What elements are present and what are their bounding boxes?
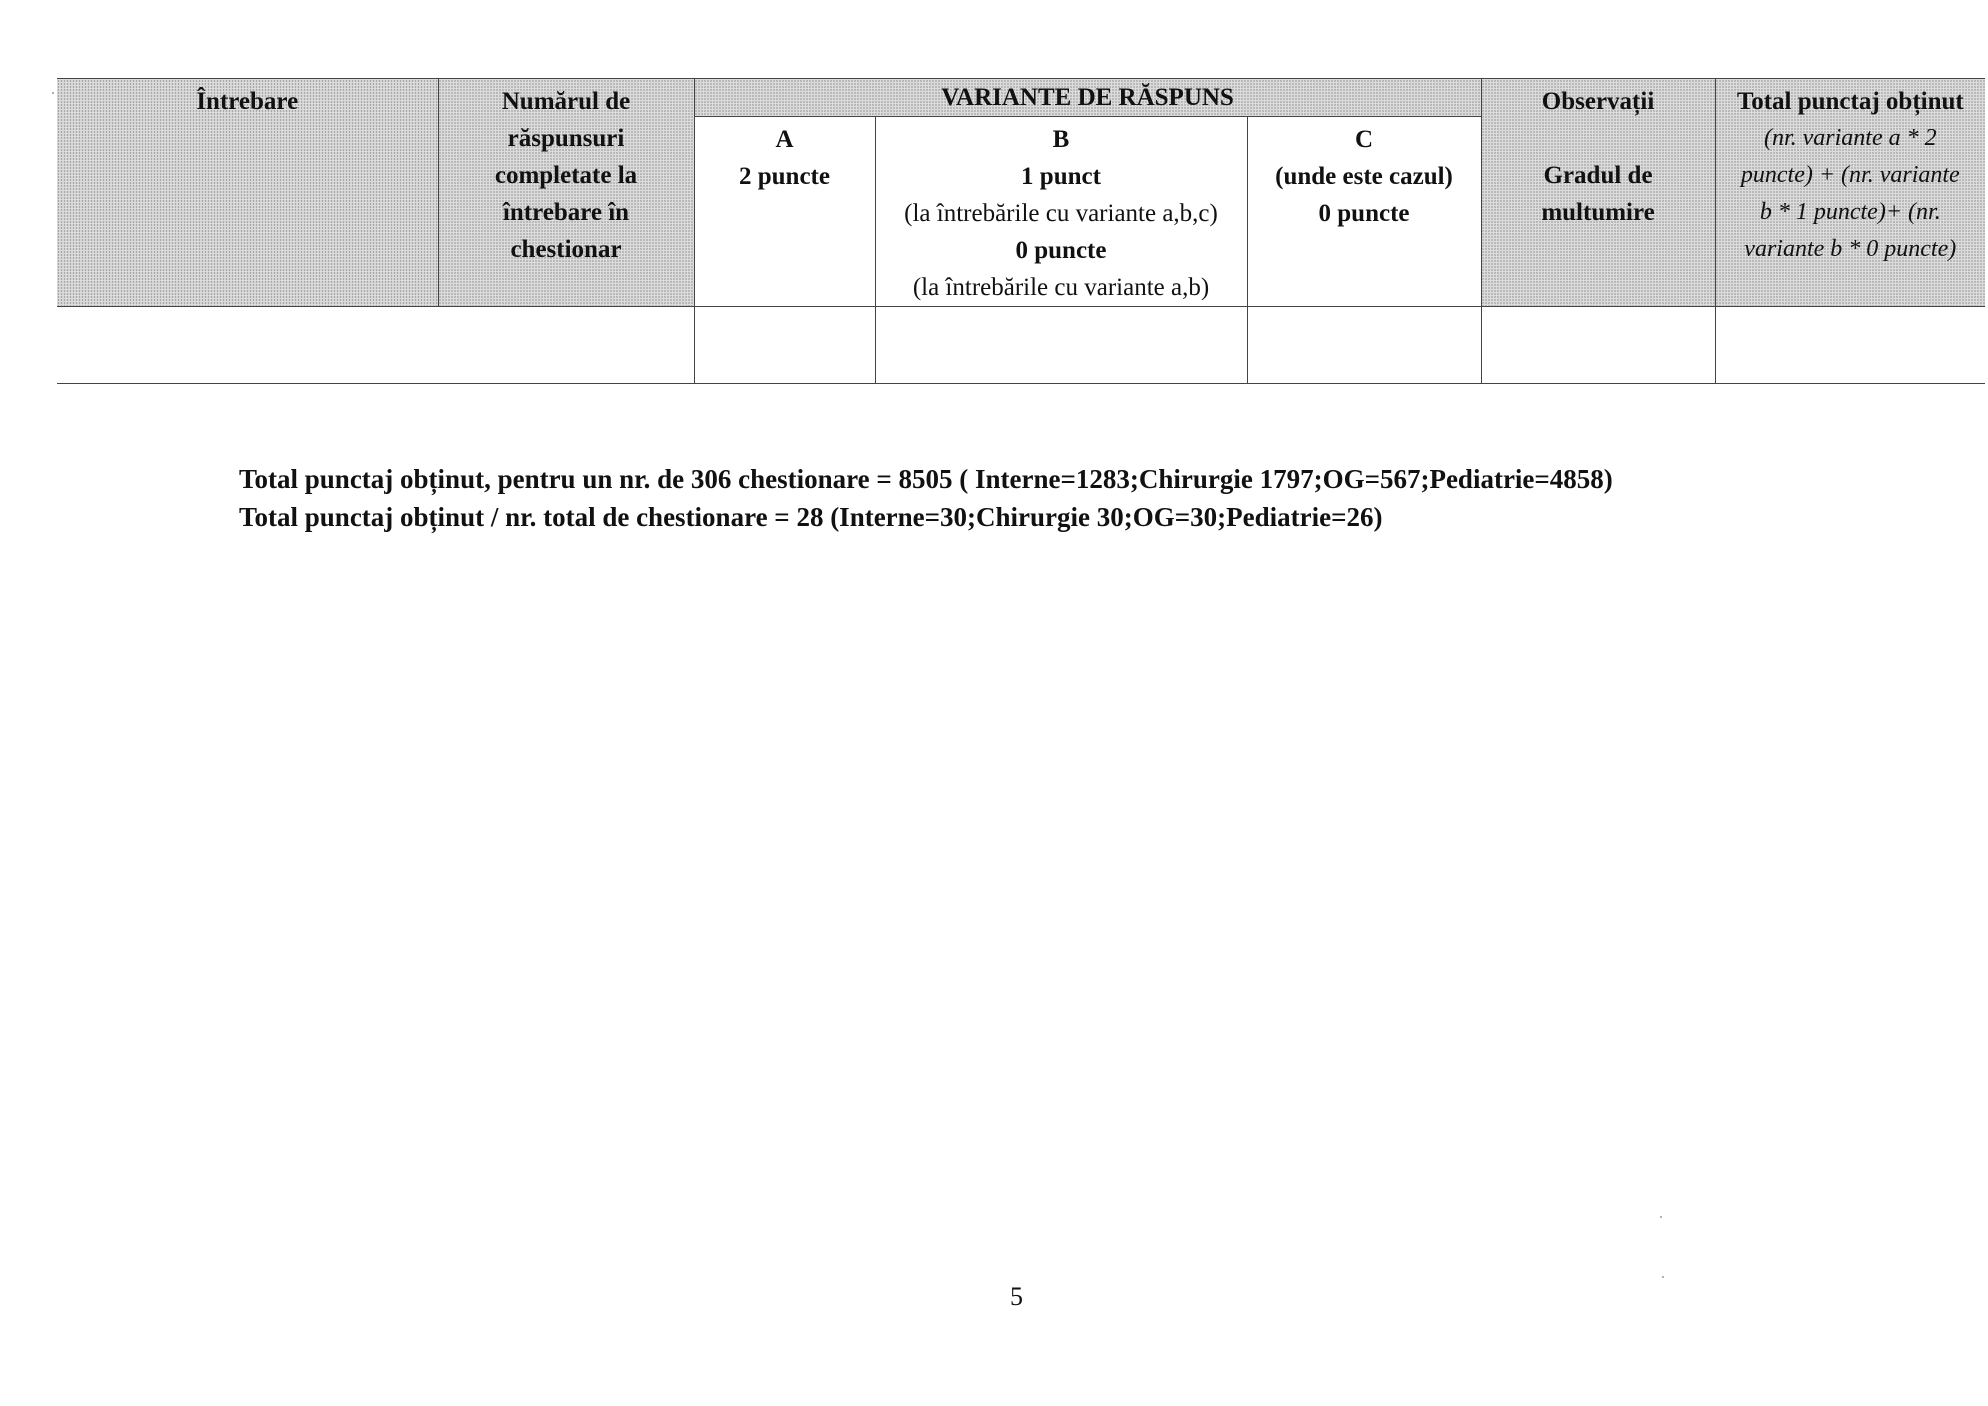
cell-variant-c <box>1247 307 1481 384</box>
header-question <box>57 79 438 307</box>
cell-question <box>57 307 438 384</box>
score-summary <box>239 460 1613 536</box>
header-answer-variants <box>694 79 1481 117</box>
variant-b-points1: 1 punct <box>1021 163 1101 190</box>
variant-c-note: (unde este cazul) <box>1275 163 1453 190</box>
header-observations-title: Observații <box>1541 88 1655 115</box>
summary-line-total: Total punctaj obținut, pentru un nr. de 306 chestionare = 8505 ( Interne=1283;Chirurgie 1797;OG=567;Pediatrie=4858) <box>239 464 1613 494</box>
scan-speck <box>52 92 54 94</box>
header-satisfaction-line2: multumire <box>1541 199 1655 226</box>
variant-b-note1: (la întrebările cu variante a,b,c) <box>904 200 1218 227</box>
cell-response-count <box>438 307 694 384</box>
cell-variant-b <box>875 307 1247 384</box>
variant-b-letter: B <box>1052 126 1070 153</box>
scan-speck <box>1660 1216 1662 1218</box>
variant-b-note2: (la întrebările cu variante a,b) <box>912 274 1210 301</box>
header-observations <box>1481 79 1715 307</box>
header-total-score-title: Total punctaj obținut <box>1736 88 1964 115</box>
variant-a-letter: A <box>775 126 794 153</box>
scan-speck <box>1662 1276 1664 1278</box>
header-response-count-label: Numărul de răspunsuri completate la întrebare în chestionar <box>494 88 638 263</box>
header-total-score-formula: (nr. variante a * 2 puncte) + (nr. variante b * 1 puncte)+ (nr. variante b * 0 puncte) <box>1740 125 1960 262</box>
table-row <box>57 307 1985 384</box>
page-number: 5 <box>1010 1282 1023 1311</box>
header-question-label: Întrebare <box>196 88 299 115</box>
variant-a-points: 2 puncte <box>739 163 830 190</box>
summary-line-average: Total punctaj obținut / nr. total de chestionare = 28 (Interne=30;Chirurgie 30;OG=30;Pediatrie=26) <box>239 502 1383 532</box>
header-satisfaction-line1: Gradul de <box>1543 162 1653 189</box>
cell-variant-a <box>694 307 875 384</box>
cell-observations <box>1481 307 1715 384</box>
header-response-count <box>438 79 694 307</box>
header-total-score <box>1715 79 1985 307</box>
cell-total-score <box>1715 307 1985 384</box>
header-answer-variants-label: VARIANTE DE RĂSPUNS <box>941 84 1234 111</box>
variant-c-letter: C <box>1354 126 1374 153</box>
variant-c-points: 0 puncte <box>1318 200 1410 227</box>
survey-scoring-table <box>57 78 1985 384</box>
variant-b-points2: 0 puncte <box>1015 237 1107 264</box>
header-variant-c <box>1247 117 1481 307</box>
header-variant-a <box>694 117 875 307</box>
header-variant-b <box>875 117 1247 307</box>
